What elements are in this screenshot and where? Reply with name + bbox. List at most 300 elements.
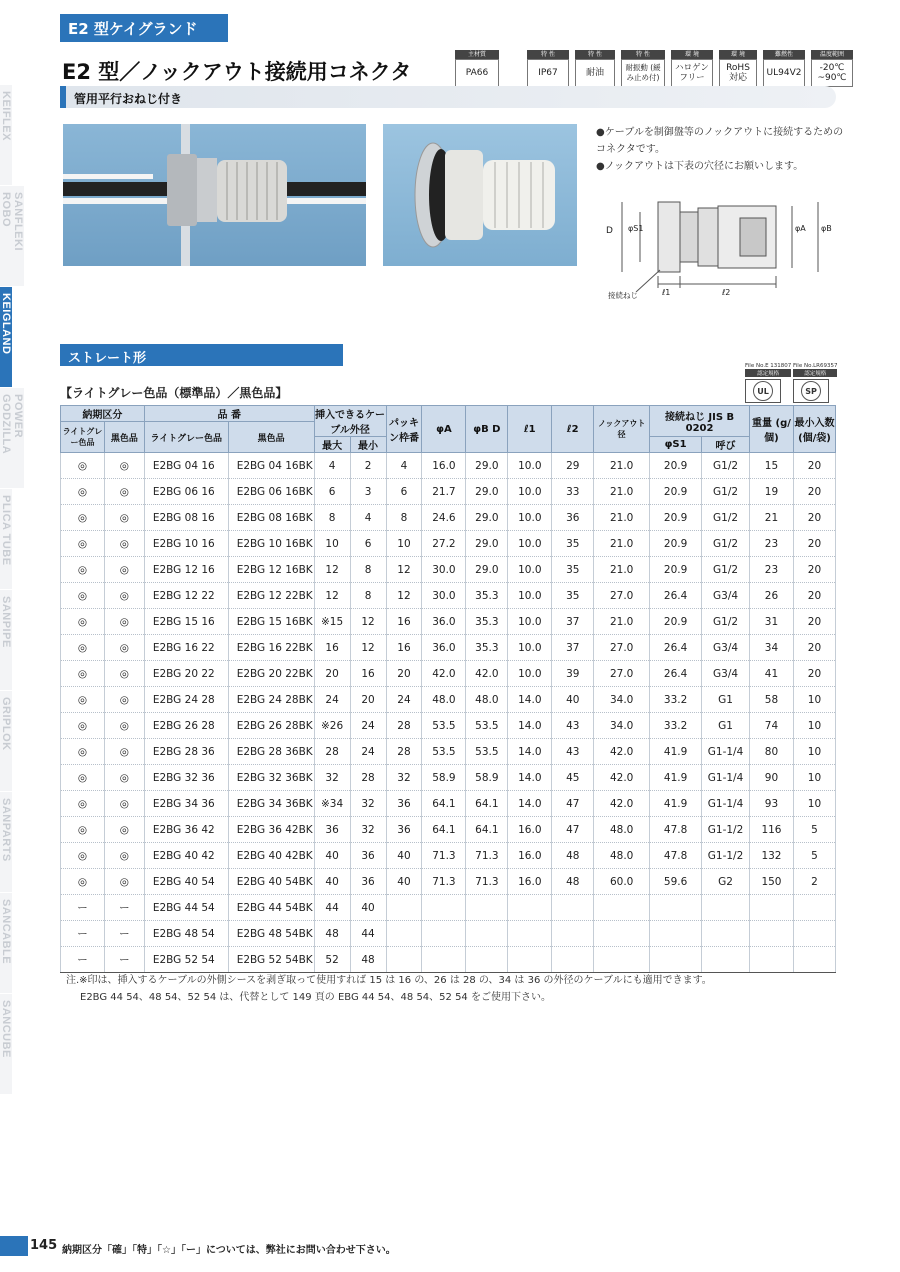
table-cell: ◎: [104, 661, 144, 687]
table-row: [61, 609, 836, 635]
spec-head: 温度範囲: [811, 50, 853, 59]
table-cell: ◎: [61, 479, 105, 505]
spec-material: [455, 50, 499, 87]
table-cell: 16: [314, 635, 350, 661]
dim-l2-label: ℓ2: [722, 288, 731, 297]
spec-halogen: [671, 50, 713, 87]
table-cell: ◎: [104, 635, 144, 661]
note-line: 注.※印は、挿入するケーブルの外側シースを剥ぎ取って使用すれば 15 は 16 の、26 は 28 の、34 は 36 の外径のケーブルにも適用できます。: [66, 975, 712, 986]
th-phi-b: φB D: [466, 406, 508, 453]
table-cell: 43: [552, 739, 594, 765]
table-cell: ◎: [104, 479, 144, 505]
table-cell: 21.0: [594, 531, 650, 557]
th-call: 呼び: [702, 437, 750, 453]
table-cell: E2BG 32 36: [144, 765, 228, 791]
table-cell: 5: [793, 843, 835, 869]
table-row: [61, 869, 836, 895]
table-cell: [793, 921, 835, 947]
table-cell: 27.2: [422, 531, 466, 557]
table-cell: E2BG 40 54BK: [228, 869, 314, 895]
table-cell: 93: [750, 791, 794, 817]
table-cell: 8: [314, 505, 350, 531]
table-cell: [750, 895, 794, 921]
table-cell: 59.6: [650, 869, 702, 895]
table-cell: 40: [314, 869, 350, 895]
table-cell: 45: [552, 765, 594, 791]
table-cell: 10.0: [508, 479, 552, 505]
cert-csa: [793, 363, 837, 403]
table-cell: 42.0: [594, 739, 650, 765]
product-photo-installed: [63, 124, 366, 266]
table-cell: 10.0: [508, 531, 552, 557]
table-cell: ◎: [104, 687, 144, 713]
table-cell: E2BG 48 54: [144, 921, 228, 947]
table-cell: ー: [104, 947, 144, 973]
table-cell: 16: [386, 635, 422, 661]
table-cell: ◎: [61, 791, 105, 817]
table-cell: E2BG 48 54BK: [228, 921, 314, 947]
dim-l1-label: ℓ1: [662, 288, 671, 297]
cert-file-no: File No.LR69357: [793, 363, 838, 369]
footer-accent: [0, 1236, 28, 1256]
table-cell: ー: [61, 947, 105, 973]
table-cell: 8: [350, 557, 386, 583]
table-cell: 42.0: [466, 661, 508, 687]
table-cell: 10: [793, 765, 835, 791]
table-cell: E2BG 20 22: [144, 661, 228, 687]
table-cell: [702, 895, 750, 921]
table-cell: ◎: [104, 609, 144, 635]
table-cell: ◎: [61, 583, 105, 609]
table-cell: 28: [350, 765, 386, 791]
table-row: [61, 817, 836, 843]
table-cell: ◎: [104, 583, 144, 609]
table-cell: 36: [314, 817, 350, 843]
table-cell: E2BG 26 28BK: [228, 713, 314, 739]
side-tab[interactable]: SANCABLE: [0, 893, 12, 994]
table-cell: 16: [350, 661, 386, 687]
table-cell: G3/4: [702, 635, 750, 661]
table-cell: 19: [750, 479, 794, 505]
table-cell: G1-1/4: [702, 765, 750, 791]
table-cell: 42.0: [594, 791, 650, 817]
table-cell: ー: [104, 895, 144, 921]
table-cell: [552, 947, 594, 973]
th-packing: パッキン枠番: [386, 406, 422, 453]
table-cell: 42.0: [422, 661, 466, 687]
table-cell: 132: [750, 843, 794, 869]
table-cell: 53.5: [422, 713, 466, 739]
table-cell: E2BG 34 36BK: [228, 791, 314, 817]
table-cell: 4: [386, 453, 422, 479]
table-cell: E2BG 16 22: [144, 635, 228, 661]
table-cell: 20.9: [650, 531, 702, 557]
table-cell: 14.0: [508, 687, 552, 713]
table-cell: ◎: [61, 531, 105, 557]
table-cell: 33.2: [650, 687, 702, 713]
table-cell: 32: [386, 765, 422, 791]
table-cell: 10.0: [508, 453, 552, 479]
table-cell: 44: [350, 921, 386, 947]
table-cell: 48: [314, 921, 350, 947]
table-cell: 21.0: [594, 557, 650, 583]
table-cell: E2BG 04 16BK: [228, 453, 314, 479]
side-tab[interactable]: KEIFLEX: [0, 85, 12, 186]
table-cell: [552, 921, 594, 947]
table-cell: [650, 895, 702, 921]
table-cell: 14.0: [508, 713, 552, 739]
spec-value: ハロゲン フリー: [671, 59, 713, 87]
spec-table-body: [61, 453, 836, 973]
table-cell: ◎: [61, 843, 105, 869]
table-cell: 21: [750, 505, 794, 531]
table-cell: ◎: [61, 817, 105, 843]
product-photo-single: [383, 124, 577, 266]
table-cell: 20: [793, 531, 835, 557]
table-cell: 41.9: [650, 791, 702, 817]
table-cell: ー: [61, 921, 105, 947]
table-cell: 40: [350, 895, 386, 921]
table-cell: 16.0: [422, 453, 466, 479]
table-cell: 48.0: [422, 687, 466, 713]
spec-vibration: [621, 50, 665, 87]
table-cell: 39: [552, 661, 594, 687]
table-cell: 20: [793, 609, 835, 635]
bullet-item: ●ケーブルを制御盤等のノックアウトに接続するためのコネクタです。: [596, 127, 844, 155]
table-cell: E2BG 12 16: [144, 557, 228, 583]
table-cell: G1-1/2: [702, 817, 750, 843]
table-cell: [422, 895, 466, 921]
table-cell: ※34: [314, 791, 350, 817]
table-cell: [793, 947, 835, 973]
table-row: [61, 557, 836, 583]
table-cell: 40: [314, 843, 350, 869]
table-cell: 35.3: [466, 609, 508, 635]
table-cell: E2BG 34 36: [144, 791, 228, 817]
table-cell: E2BG 15 16: [144, 609, 228, 635]
table-cell: 41: [750, 661, 794, 687]
side-tab-active[interactable]: KEIGLAND: [0, 287, 12, 388]
section-title: ストレート形: [60, 344, 343, 366]
table-cell: 36: [350, 869, 386, 895]
spec-value: 耐油: [575, 59, 615, 87]
table-cell: 8: [350, 583, 386, 609]
table-cell: 12: [314, 557, 350, 583]
table-cell: 28: [314, 739, 350, 765]
table-cell: 53.5: [422, 739, 466, 765]
table-cell: 48: [552, 843, 594, 869]
table-cell: G1/2: [702, 505, 750, 531]
table-cell: ※15: [314, 609, 350, 635]
table-cell: 58.9: [422, 765, 466, 791]
table-cell: 31: [750, 609, 794, 635]
table-cell: ◎: [104, 557, 144, 583]
table-cell: 10.0: [508, 609, 552, 635]
table-cell: 15: [750, 453, 794, 479]
cert-label: 認定規格: [793, 369, 837, 377]
table-cell: ◎: [61, 505, 105, 531]
table-cell: E2BG 20 22BK: [228, 661, 314, 687]
table-cell: 71.3: [466, 869, 508, 895]
table-cell: 33: [552, 479, 594, 505]
table-cell: [466, 921, 508, 947]
dim-b-label: φB: [821, 224, 832, 233]
table-cell: E2BG 32 36BK: [228, 765, 314, 791]
th-knockout: ノックアウト径: [594, 406, 650, 453]
table-cell: 21.0: [594, 479, 650, 505]
table-cell: ◎: [104, 817, 144, 843]
table-cell: 36: [350, 843, 386, 869]
table-cell: E2BG 06 16BK: [228, 479, 314, 505]
table-cell: 32: [314, 765, 350, 791]
table-cell: [386, 947, 422, 973]
table-cell: 14.0: [508, 791, 552, 817]
table-cell: 41.9: [650, 739, 702, 765]
spec-head: 環 境: [719, 50, 757, 59]
side-tab[interactable]: POWER GODZILLA: [0, 388, 24, 489]
table-cell: G1: [702, 687, 750, 713]
dim-a-label: φA: [795, 224, 806, 233]
side-tab[interactable]: SANCUBE: [0, 994, 12, 1095]
table-cell: [386, 895, 422, 921]
cert-label: 認定規格: [745, 369, 791, 377]
table-cell: 71.3: [422, 869, 466, 895]
side-tab[interactable]: SANPIPE: [0, 590, 12, 691]
table-cell: 10: [793, 687, 835, 713]
table-cell: 34.0: [594, 713, 650, 739]
table-cell: 150: [750, 869, 794, 895]
table-cell: 10.0: [508, 557, 552, 583]
th-l1: ℓ1: [508, 406, 552, 453]
table-cell: 27.0: [594, 583, 650, 609]
table-cell: 4: [350, 505, 386, 531]
bullet-item: ●ノックアウトは下表の穴径にお願いします。: [596, 161, 804, 172]
table-cell: G1/2: [702, 479, 750, 505]
table-cell: E2BG 12 22: [144, 583, 228, 609]
table-cell: E2BG 36 42: [144, 817, 228, 843]
table-cell: 26.4: [650, 635, 702, 661]
table-cell: 48.0: [594, 843, 650, 869]
page-title: E2 型／ノックアウト接続用コネクタ: [62, 60, 412, 84]
table-cell: G1-1/2: [702, 843, 750, 869]
table-cell: 26.4: [650, 661, 702, 687]
table-cell: [422, 921, 466, 947]
table-cell: [702, 947, 750, 973]
table-cell: ◎: [61, 713, 105, 739]
side-tab[interactable]: SANPARTS: [0, 792, 12, 893]
table-cell: 42.0: [594, 765, 650, 791]
th-cable: 挿入できるケーブル外径: [314, 406, 386, 437]
table-cell: ◎: [61, 739, 105, 765]
page-number: 145: [30, 1238, 58, 1253]
cert-file-no: File No.E 131807: [745, 363, 792, 369]
table-cell: 28: [386, 739, 422, 765]
dimension-diagram: [596, 180, 841, 310]
spec-value: -20℃ ~90℃: [811, 59, 853, 87]
table-cell: ◎: [104, 713, 144, 739]
table-cell: ◎: [104, 531, 144, 557]
table-cell: 47: [552, 791, 594, 817]
table-cell: E2BG 06 16: [144, 479, 228, 505]
table-cell: 10: [386, 531, 422, 557]
table-cell: 80: [750, 739, 794, 765]
table-cell: E2BG 08 16: [144, 505, 228, 531]
table-cell: 27.0: [594, 661, 650, 687]
table-cell: 20: [793, 505, 835, 531]
table-cell: E2BG 24 28BK: [228, 687, 314, 713]
table-cell: [508, 947, 552, 973]
table-cell: 23: [750, 557, 794, 583]
table-cell: 20: [386, 661, 422, 687]
table-cell: 20: [350, 687, 386, 713]
table-cell: 37: [552, 609, 594, 635]
connector-single-icon: [383, 124, 577, 266]
table-cell: [750, 921, 794, 947]
table-cell: 23: [750, 531, 794, 557]
spec-head: 環 境: [671, 50, 713, 59]
table-cell: 20: [793, 479, 835, 505]
table-cell: [466, 947, 508, 973]
spec-temperature: [811, 50, 853, 87]
table-cell: 47: [552, 817, 594, 843]
table-cell: 35.3: [466, 635, 508, 661]
table-cell: 71.3: [422, 843, 466, 869]
table-cell: ◎: [61, 557, 105, 583]
table-cell: G1-1/4: [702, 739, 750, 765]
table-cell: [793, 895, 835, 921]
table-cell: 10: [793, 791, 835, 817]
table-cell: 47.8: [650, 817, 702, 843]
table-cell: G2: [702, 869, 750, 895]
table-cell: 6: [350, 531, 386, 557]
notes: [66, 972, 712, 1006]
table-cell: 53.5: [466, 713, 508, 739]
table-cell: 29.0: [466, 479, 508, 505]
table-cell: 10.0: [508, 661, 552, 687]
table-cell: 20.9: [650, 505, 702, 531]
table-cell: 10: [314, 531, 350, 557]
spec-head: 主材質: [455, 50, 499, 59]
sub-heading: 管用平行おねじ付き: [60, 86, 836, 108]
table-cell: 29: [552, 453, 594, 479]
table-cell: [750, 947, 794, 973]
table-cell: E2BG 40 54: [144, 869, 228, 895]
table-cell: 16: [386, 609, 422, 635]
spec-head: 特 性: [527, 50, 569, 59]
table-cell: 20: [793, 557, 835, 583]
table-cell: E2BG 28 36BK: [228, 739, 314, 765]
table-cell: 58.9: [466, 765, 508, 791]
table-cell: 24: [350, 713, 386, 739]
table-cell: ◎: [104, 505, 144, 531]
table-cell: 48: [350, 947, 386, 973]
th-l2: ℓ2: [552, 406, 594, 453]
table-cell: ◎: [61, 687, 105, 713]
spec-oil: [575, 50, 615, 87]
table-cell: 32: [350, 791, 386, 817]
table-cell: 20.9: [650, 479, 702, 505]
connector-installed-icon: [63, 124, 366, 266]
side-tab[interactable]: GRIPLOK: [0, 691, 12, 792]
table-cell: 64.1: [466, 791, 508, 817]
table-cell: [552, 895, 594, 921]
table-cell: 34.0: [594, 687, 650, 713]
table-cell: 20.9: [650, 557, 702, 583]
table-cell: 48.0: [466, 687, 508, 713]
table-cell: ◎: [104, 739, 144, 765]
th-lg: ライトグレー色品: [61, 422, 105, 453]
table-cell: ◎: [104, 453, 144, 479]
color-caption: 【ライトグレー色品（標準品）／黒色品】: [60, 386, 288, 400]
table-cell: 30.0: [422, 583, 466, 609]
spec-head: 難燃性: [763, 50, 805, 59]
table-cell: 12: [386, 583, 422, 609]
table-row: [61, 713, 836, 739]
table-row: [61, 843, 836, 869]
table-cell: 26: [750, 583, 794, 609]
table-cell: ◎: [61, 765, 105, 791]
table-cell: G3/4: [702, 661, 750, 687]
table-cell: 35: [552, 557, 594, 583]
side-tab[interactable]: PLICA TUBE: [0, 489, 12, 590]
table-cell: ー: [61, 895, 105, 921]
table-cell: 24: [350, 739, 386, 765]
table-cell: E2BG 52 54BK: [228, 947, 314, 973]
table-cell: 10.0: [508, 505, 552, 531]
table-cell: 16.0: [508, 817, 552, 843]
spec-value: IP67: [527, 59, 569, 87]
table-cell: 12: [350, 609, 386, 635]
table-cell: 24: [314, 687, 350, 713]
table-cell: 48.0: [594, 817, 650, 843]
table-cell: 21.0: [594, 505, 650, 531]
note-line: E2BG 44 54、48 54、52 54 は、代替として 149 頁の EBG 44 54、48 54、52 54 をご使用下さい。: [80, 992, 551, 1003]
table-cell: 90: [750, 765, 794, 791]
th-s1: φS1: [650, 437, 702, 453]
spec-flame: [763, 50, 805, 87]
side-tab[interactable]: SANFLEKI ROBO: [0, 186, 24, 287]
table-row: [61, 583, 836, 609]
table-cell: [508, 895, 552, 921]
table-cell: ◎: [61, 635, 105, 661]
th-bk: 黒色品: [104, 422, 144, 453]
table-cell: 16.0: [508, 843, 552, 869]
table-cell: [466, 895, 508, 921]
dim-s1-label: φS1: [628, 224, 644, 233]
table-cell: 3: [350, 479, 386, 505]
spec-rohs: [719, 50, 757, 87]
table-cell: 14.0: [508, 739, 552, 765]
table-cell: 6: [386, 479, 422, 505]
table-cell: 20: [314, 661, 350, 687]
thread-label: 接続ねじ: [608, 291, 638, 300]
table-cell: 47.8: [650, 843, 702, 869]
spec-head: 特 性: [621, 50, 665, 59]
spec-icons: [455, 50, 853, 87]
spec-value: PA66: [455, 59, 499, 87]
table-row: [61, 635, 836, 661]
table-cell: 40: [386, 869, 422, 895]
table-row: [61, 479, 836, 505]
table-cell: 24: [386, 687, 422, 713]
table-cell: 29.0: [466, 557, 508, 583]
brand-tag: E2 型ケイグランド: [60, 14, 228, 42]
spec-value: RoHS 対応: [719, 59, 757, 87]
table-cell: 10.0: [508, 583, 552, 609]
table-cell: 21.0: [594, 609, 650, 635]
table-cell: 2: [350, 453, 386, 479]
table-cell: 74: [750, 713, 794, 739]
